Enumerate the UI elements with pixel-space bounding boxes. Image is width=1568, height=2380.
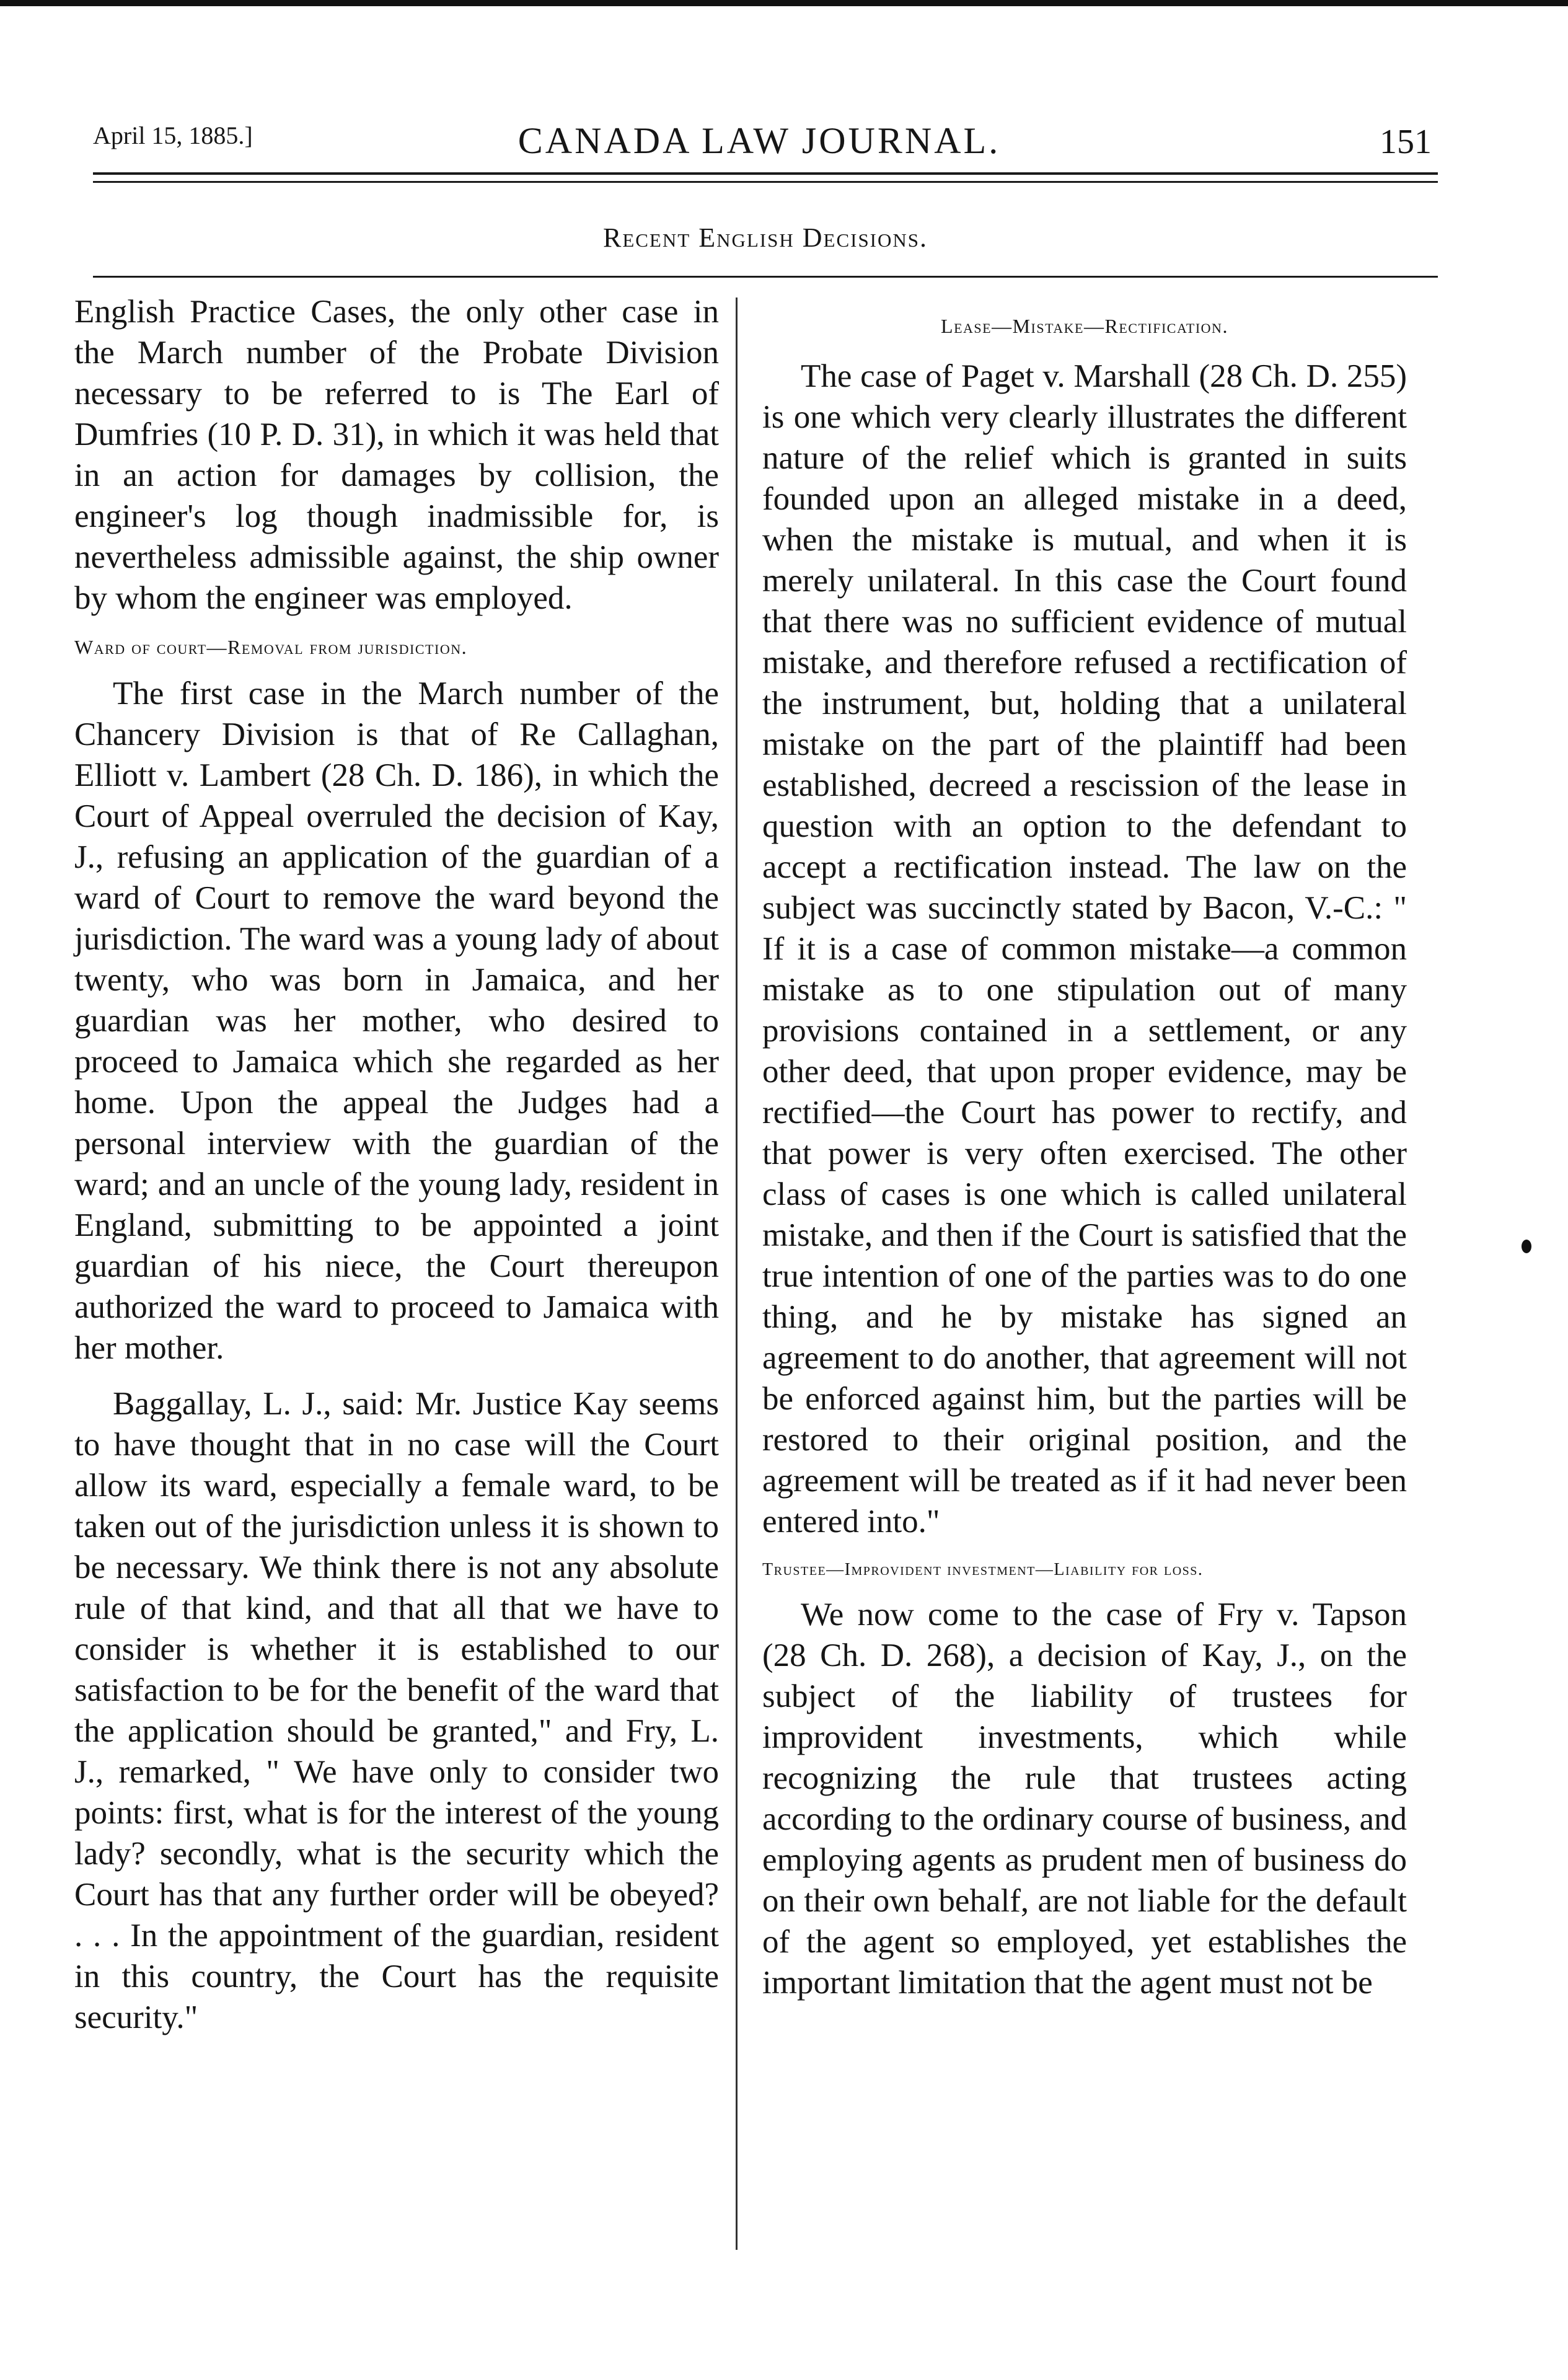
section-title: Recent English Decisions. [602,223,928,253]
header-rule-top [93,172,1438,175]
scan-top-edge [0,0,1568,6]
paragraph: Baggallay, L. J., said: Mr. Justice Kay seems to have thought that in no case will the Court allow its ward, especially a female ward, to be taken out of the jurisdiction unless it is shown to be necessary. We think there is not any absolute rule of that kind, and that all that we have to consider is whether it is established to our satisfaction to be for the benefit of the ward that the application should be granted," and Fry, L. J., remarked, " We have only to consider two points: first, what is for the interest of the young lady? secondly, what is the security which the Court has that any further order will be obeyed? . . . In the appointment of the guardian, resident in this country, the Court has the requisite security." [74,1386,719,2035]
left-column [74,291,719,2038]
paragraph: The first case in the March number of the Chancery Division is that of Re Callaghan, Elliott v. Lambert (28 Ch. D. 186), in which the Court of Appeal overruled the decision of Kay, J., refusing an application of the guardian of a ward of Court to remove the ward beyond the jurisdiction. The ward was a young lady of about twenty, who was born in Jamaica, and her guardian was her mother, who desired to proceed to Jamaica which she regarded as her home. Upon the appeal the Judges had a personal interview with the guardian of the ward; and an uncle of the young lady, resident in England, submitting to be appointed a joint guardian of his niece, the Court thereupon authorized the ward to proceed to Jamaica with her mother. [74,676,719,1366]
paragraph: English Practice Cases, the only other case in the March number of the Probate Division necessary to be referred to is The Earl of Dumfries (10 P. D. 31), in which it was held that in an action for damages by collision, the engineer's log though inadmissible for, is nevertheless admissible against, the ship owner by whom the engineer was employed. [74,294,719,616]
margin-ink-dot [1522,1240,1531,1253]
section-rule [93,276,1438,278]
column-divider [736,298,738,2250]
page-number: 151 [1380,123,1432,161]
subheading-trustee-investment: Trustee—Improvident investment—Liability for loss. [762,1560,1204,1579]
header-rule-bottom [93,181,1438,183]
subheading-ward-of-court: Ward of court—Removal from jurisdiction. [74,636,468,658]
paragraph: The case of Paget v. Marshall (28 Ch. D. 255) is one which very clearly illustrates the different nature of the relief which is granted in suits founded upon an alleged mistake in a deed, when the mistake is mutual, and when it is merely unilateral. In this case the Court found that there was no sufficient evidence of mutual mistake, and therefore refused a rectification of the instrument, but, holding that a unilateral mistake on the part of the plaintiff had been established, decreed a rescission of the lease in question with an option to the defendant to accept a rectification instead. The law on the subject was succinctly stated by Bacon, V.-C.: " If it is a case of common mistake—a common mistake as to one stipulation out of many provisions contained in a settlement, or any other deed, that upon proper evidence, may be rectified—the Court has power to rectify, and that power is very often exercised. The other class of cases is one which is called unilateral mistake, and then if the Court is satisfied that the true intention of one of the parties was to do one thing, and he by mistake has signed an agreement to do another, that agreement will not be enforced against him, but the parties will be restored to their original position, and the agreement will be treated as if it had never been entered into." [762,358,1407,1540]
running-header [87,115,1432,164]
paragraph: We now come to the case of Fry v. Tapson (28 Ch. D. 268), a decision of Kay, J., on the subject of the liability of trustees for improvident investments, which while recognizing the rule that trustees acting according to the ordinary course of business, and employing agents as prudent men of business do on their own behalf, are not liable for the default of the agent so employed, yet establishes the important limitation that the agent must not be [762,1597,1407,2001]
subheading-lease-mistake: Lease—Mistake—Rectification. [941,315,1228,337]
issue-date: April 15, 1885.] [93,121,253,149]
right-column [762,291,1407,2003]
journal-title: CANADA LAW JOURNAL. [518,120,1001,161]
